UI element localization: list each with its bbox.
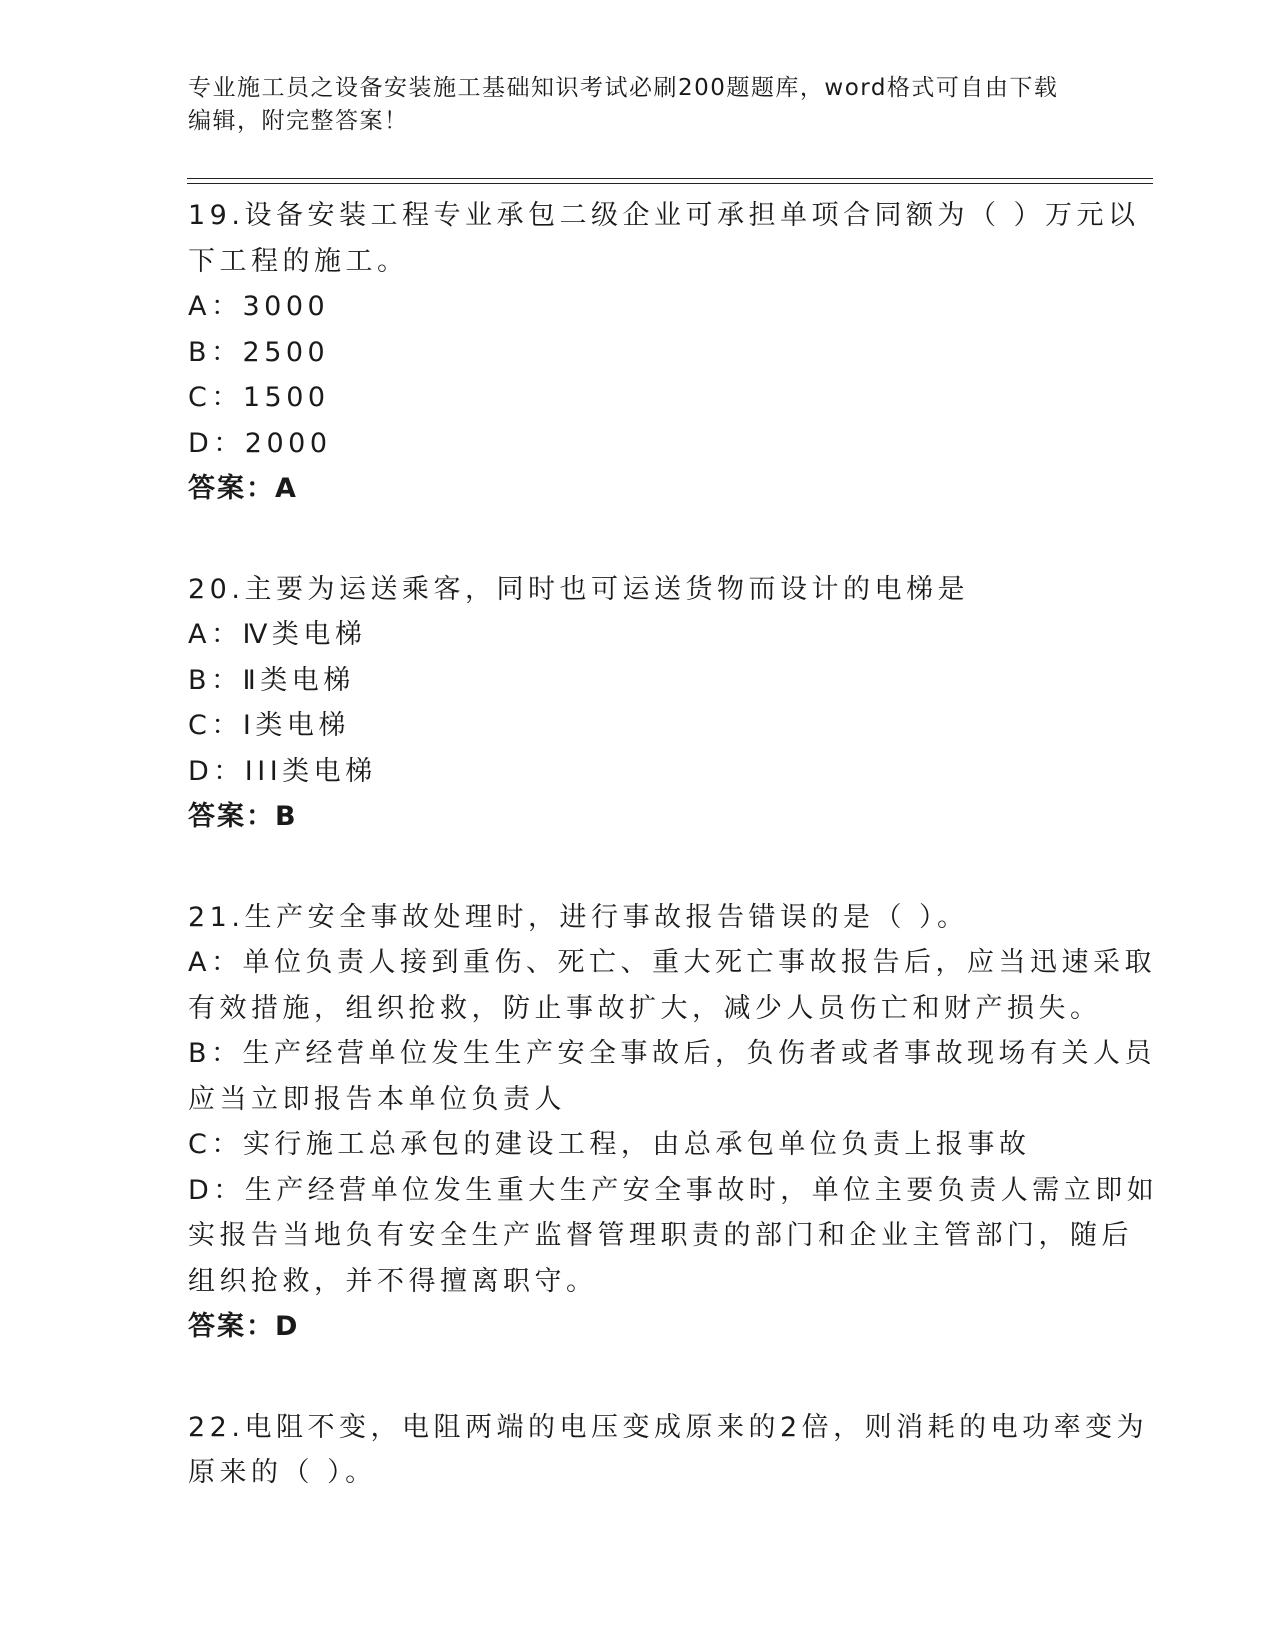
option-b: B：2500 (188, 336, 330, 368)
header-title-line-1: 专业施工员之设备安装施工基础知识考试必刷200题题库，word格式可自由下载 (188, 75, 1059, 101)
option-c: C：1500 (188, 382, 330, 413)
question-20 (188, 567, 1088, 840)
option-d-continued: 实报告当地负有安全生产监督管理职责的部门和企业主管部门，随后 (188, 1220, 1133, 1251)
option-a: A：Ⅳ类电梯 (188, 619, 367, 650)
option-b-continued: 应当立即报告本单位负责人 (188, 1083, 566, 1115)
option-d: D：2000 (188, 427, 332, 459)
question-stem-line: 原来的（ ）。 (188, 1457, 377, 1488)
question-stem-line: 21.生产安全事故处理时，进行事故报告错误的是（ ）。 (188, 901, 969, 933)
option-d: D：III类电梯 (188, 755, 377, 787)
question-stem-line: 20.主要为运送乘客，同时也可运送货物而设计的电梯是 (188, 573, 969, 605)
option-b: B：Ⅱ类电梯 (188, 664, 355, 696)
answer-line: 答案：D (188, 1311, 300, 1342)
option-c: C：实行施工总承包的建设工程，由总承包单位负责上报事故 (188, 1129, 1031, 1160)
answer-line: 答案：B (188, 801, 298, 832)
option-a: A：单位负责人接到重伤、死亡、重大死亡事故报告后，应当迅速采取 (188, 947, 1156, 978)
option-b: B：生产经营单位发生生产安全事故后，负伤者或者事故现场有关人员 (188, 1038, 1157, 1069)
answer-line: 答案：A (188, 473, 298, 504)
header-divider-bottom (187, 183, 1153, 184)
option-a-continued: 有效措施，组织抢救，防止事故扩大，减少人员伤亡和财产损失。 (188, 992, 1102, 1024)
question-21 (188, 895, 1159, 1350)
option-a: A：3000 (188, 291, 330, 322)
header-divider-top (187, 178, 1153, 179)
question-stem-line: 19.设备安装工程专业承包二级企业可承担单项合同额为（ ）万元以 (188, 200, 1140, 231)
question-22 (188, 1405, 1149, 1496)
option-d: D：生产经营单位发生重大生产安全事故时，单位主要负责人需立即如 (188, 1174, 1159, 1206)
question-19 (188, 193, 1140, 512)
document-header (188, 72, 1068, 138)
question-stem-line: 下工程的施工。 (188, 245, 409, 277)
question-list (188, 193, 1159, 1551)
option-c: C：Ⅰ类电梯 (188, 710, 350, 741)
question-stem-line: 22.电阻不变，电阻两端的电压变成原来的2倍，则消耗的电功率变为 (188, 1411, 1149, 1443)
option-d-continued: 组织抢救，并不得擅离职守。 (188, 1265, 598, 1297)
header-title-line-2: 编辑，附完整答案！ (188, 108, 409, 134)
